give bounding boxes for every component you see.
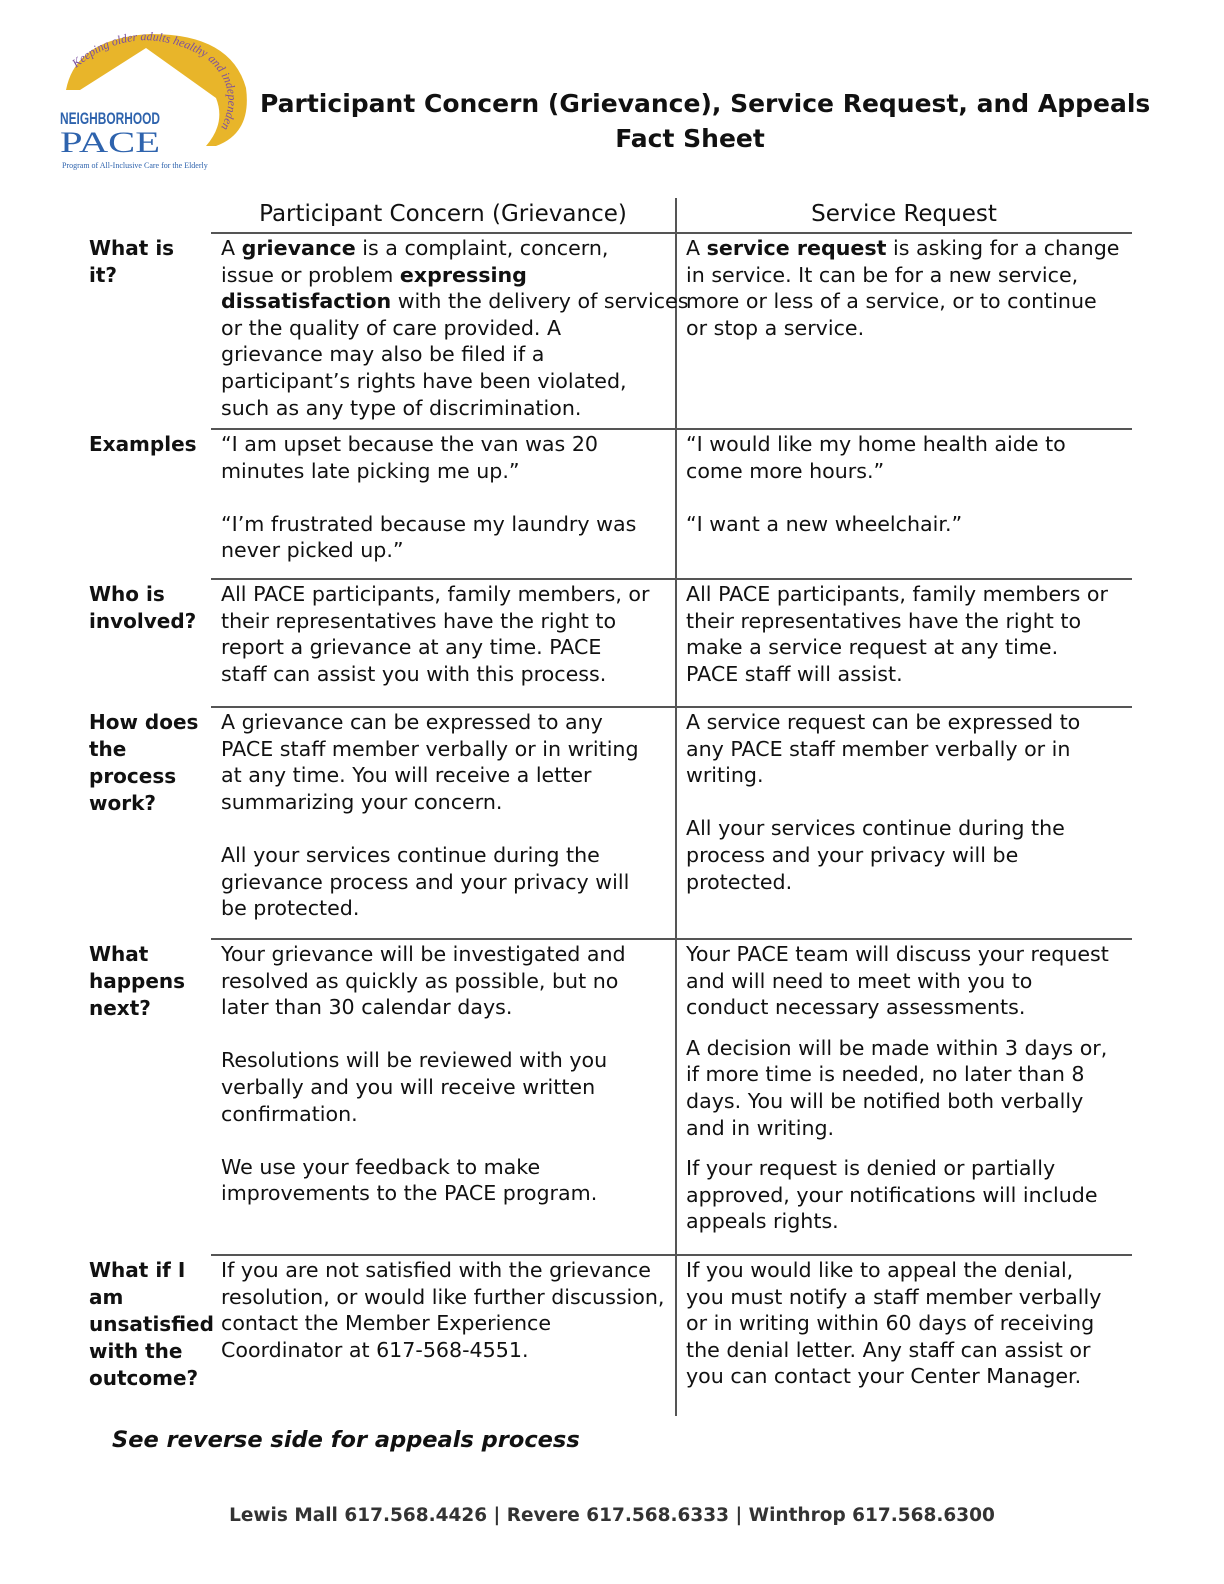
row-divider — [211, 706, 1132, 708]
row-divider — [211, 428, 1132, 430]
logo-line2: PACE — [60, 126, 160, 159]
row-label-what-is-it: What is it? — [89, 236, 175, 287]
row-label-what-if-unsatisfied: What if I am unsatisfied with the outcome? — [89, 1258, 214, 1390]
service-request-who: All PACE participants, family members or their representatives have the right to make a service request at any time. PACE staff will assist. — [686, 582, 1108, 686]
logo-subtitle: Program of All-Inclusive Care for the Elderly — [62, 161, 208, 170]
title-line2: Fact Sheet — [615, 124, 765, 153]
grievance-next-steps: Your grievance will be investigated and resolved as quickly as possible, but no later than 30 calendar days. Resolutions will be reviewed with you verbally and you will receive written confirmation. We use your feedback to make improvements to the PACE program. — [221, 942, 626, 1206]
grievance-who: All PACE participants, family members, or their representatives have the right to report a grievance at any time. PACE staff can assist you with this process. — [221, 582, 650, 686]
service-request-process: A service request can be expressed to any PACE staff member verbally or in writing. All your services continue during the process and your privacy will be protected. — [686, 710, 1081, 894]
grievance-process: A grievance can be expressed to any PACE staff member verbally or in writing at any time. You will receive a letter summarizing your concern. All your services continue during the grievance process and your privacy will be protected. — [221, 710, 639, 921]
logo-tagline: Keeping older adults healthy and independen — [69, 29, 240, 133]
column-header-grievance: Participant Concern (Grievance) — [259, 201, 627, 227]
row-label-how-does-process-work: How does the process work? — [89, 710, 199, 815]
service-request-next-steps: Your PACE team will discuss your request and will need to meet with you to conduct necessary assessments. A decision will be made within 3 days or, if more time is needed, no later than 8 days. You will be notified both verbally and in writing. If your request is denied or partially approved, your notifications will include appeals rights. — [686, 942, 1109, 1234]
row-divider — [211, 578, 1132, 580]
grievance-examples: “I am upset because the van was 20 minutes late picking me up.” “I’m frustrated because my laundry was never picked up.” — [221, 432, 637, 563]
row-divider — [211, 938, 1132, 940]
row-label-what-happens-next: What happens next? — [89, 942, 186, 1020]
column-header-service-request: Service Request — [811, 201, 997, 227]
grievance-unsatisfied: If you are not satisfied with the grievance resolution, or would like further discussion, contact the Member Experience Coordinator at 617-568-4551. — [221, 1258, 665, 1362]
logo-line1: NEIGHBORHOOD — [60, 109, 160, 128]
row-label-who-is-involved: Who is involved? — [89, 582, 197, 633]
row-divider — [211, 232, 1132, 234]
service-request-unsatisfied: If you would like to appeal the denial, you must notify a staff member verbally or in writing within 60 days of receiving the denial letter. Any staff can assist or you can contact your Center Manager. — [686, 1258, 1102, 1389]
row-label-examples: Examples — [89, 432, 197, 456]
service-request-examples: “I would like my home health aide to come more hours.” “I want a new wheelchair.” — [686, 432, 1066, 536]
reverse-side-note: See reverse side for appeals process — [112, 1427, 580, 1453]
service-request-definition: A service request is asking for a change in service. It can be for a new service, more or less of a service, or to continue or stop a service. — [686, 236, 1120, 340]
grievance-definition: A grievance is a complaint, concern, issue or problem expressing dissatisfaction with the delivery of services or the quality of care provided. A grievance may also be filed if a participant’s rights have been violated, such as any type of discrimination. — [221, 236, 689, 420]
row-divider — [211, 1254, 1132, 1256]
title-line1: Participant Concern (Grievance), Service Request, and Appeals — [260, 89, 1151, 118]
footer-contacts: Lewis Mall 617.568.4426 | Revere 617.568.6333 | Winthrop 617.568.6300 — [229, 1505, 995, 1526]
